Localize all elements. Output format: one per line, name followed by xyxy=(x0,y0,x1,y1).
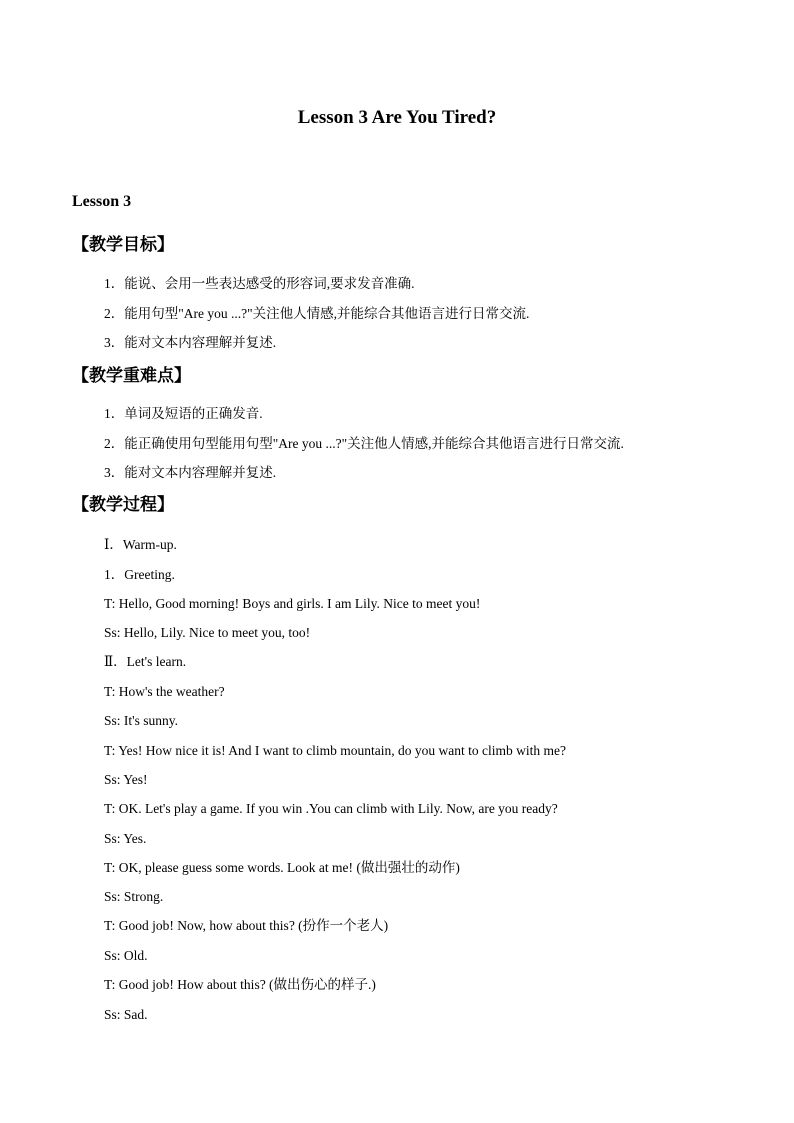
process-line: Ss: It's sunny. xyxy=(104,713,178,728)
key-point-item-3: 3．能对文本内容理解并复述. xyxy=(104,465,277,480)
section-heading-key-points: 【教学重难点】 xyxy=(72,366,191,386)
process-line: Ss: Old. xyxy=(104,948,148,963)
process-line: T: Yes! How nice it is! And I want to climb mountain, do you want to climb with me? xyxy=(104,743,567,758)
process-line: Ss: Hello, Lily. Nice to meet you, too! xyxy=(104,625,311,640)
key-point-item-2: 2．能正确使用句型能用句型"Are you ...?"关注他人情感,并能综合其他语言进行日常交流. xyxy=(104,436,624,451)
process-line: Ss: Strong. xyxy=(104,889,164,904)
process-line: T: Good job! How about this? (做出伤心的样子.) xyxy=(104,977,376,992)
process-line: 1．Greeting. xyxy=(104,567,175,582)
section-heading-goals: 【教学目标】 xyxy=(72,235,174,255)
process-line: Ss: Yes. xyxy=(104,831,147,846)
section-heading-process: 【教学过程】 xyxy=(72,495,174,515)
process-line: Ss: Yes! xyxy=(104,772,148,787)
document-title: Lesson 3 Are You Tired? xyxy=(297,107,497,128)
key-point-item-1: 1．单词及短语的正确发音. xyxy=(104,406,263,421)
process-line: Ss: Sad. xyxy=(104,1007,148,1022)
process-line: Ⅰ．Warm-up. xyxy=(104,537,177,552)
goal-item-1: 1．能说、会用一些表达感受的形容词,要求发音准确. xyxy=(104,276,415,291)
process-line: T: OK, please guess some words. Look at me! (做出强壮的动作) xyxy=(104,860,460,875)
process-line: T: Hello, Good morning! Boys and girls. I am Lily. Nice to meet you! xyxy=(104,596,481,611)
process-line: Ⅱ．Let's learn. xyxy=(104,654,187,669)
goal-item-2: 2．能用句型"Are you ...?"关注他人情感,并能综合其他语言进行日常交流. xyxy=(104,306,530,321)
lesson-label: Lesson 3 xyxy=(72,193,132,210)
process-line: T: OK. Let's play a game. If you win .You can climb with Lily. Now, are you ready? xyxy=(104,801,558,816)
process-line: T: Good job! Now, how about this? (扮作一个老人) xyxy=(104,918,389,933)
process-line: T: How's the weather? xyxy=(104,684,225,699)
goal-item-3: 3．能对文本内容理解并复述. xyxy=(104,335,277,350)
